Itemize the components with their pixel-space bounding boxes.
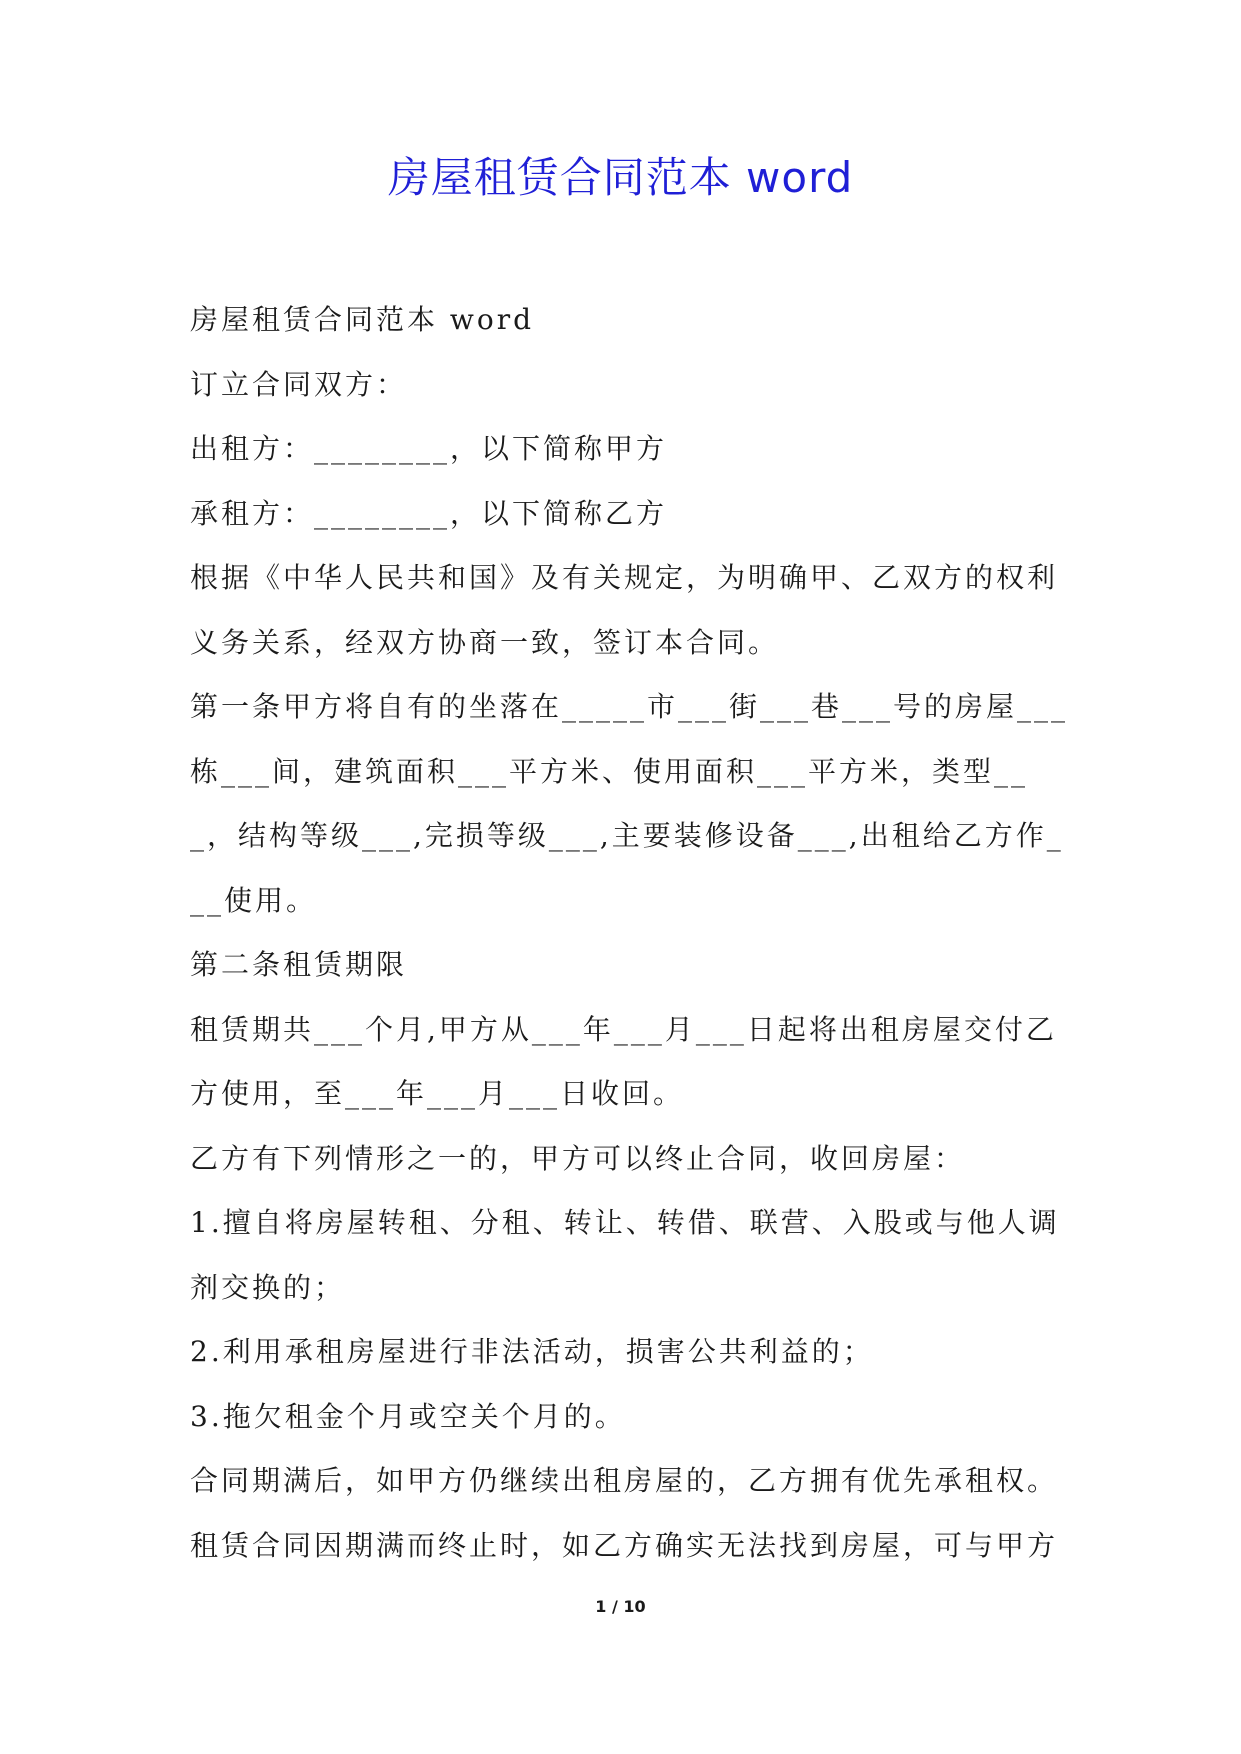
paragraph-article-1: 第一条甲方将自有的坐落在_____市___街___巷___号的房屋___栋___间，建筑面积___平方米、使用面积___平方米，类型___，结构等级___,完损等级___,主要装修设备___,出租给乙方作___使用。 [190, 690, 1069, 917]
document-title: 房屋租赁合同范本 word [387, 153, 854, 202]
paragraph-lease-term: 租赁期共___个月,甲方从___年___月___日起将出租房屋交付乙方使用，至___年___月___日收回。 [190, 1012, 1057, 1110]
paragraph-lessor: 出租方：________，以下简称甲方 [190, 432, 668, 465]
document-body [190, 288, 1070, 1578]
paragraph-condition-3: 3.拖欠租金个月或空关个月的。 [190, 1399, 626, 1433]
paragraph-condition-2: 2.利用承租房屋进行非法活动，损害公共利益的； [190, 1335, 874, 1368]
paragraph-expiry: 租赁合同因期满而终止时，如乙方确实无法找到房屋，可与甲方 [190, 1528, 1059, 1562]
paragraph-parties-heading: 订立合同双方： [190, 367, 408, 401]
paragraph-lessee: 承租方：________，以下简称乙方 [190, 496, 668, 530]
paragraph-preamble: 根据《中华人民共和国》及有关规定，为明确甲、乙双方的权利义务关系，经双方协商一致，签订本合同。 [190, 561, 1059, 659]
paragraph-doc-name: 房屋租赁合同范本 word [190, 303, 535, 336]
paragraph-termination-conditions: 乙方有下列情形之一的，甲方可以终止合同，收回房屋： [190, 1141, 966, 1175]
paragraph-renewal-priority: 合同期满后，如甲方仍继续出租房屋的，乙方拥有优先承租权。 [190, 1464, 1059, 1497]
paragraph-condition-1: 1.擅自将房屋转租、分租、转让、转借、联营、入股或与他人调剂交换的； [190, 1206, 1060, 1304]
page-number: 1 / 10 [595, 1597, 646, 1616]
paragraph-article-2-heading: 第二条租赁期限 [190, 948, 408, 981]
